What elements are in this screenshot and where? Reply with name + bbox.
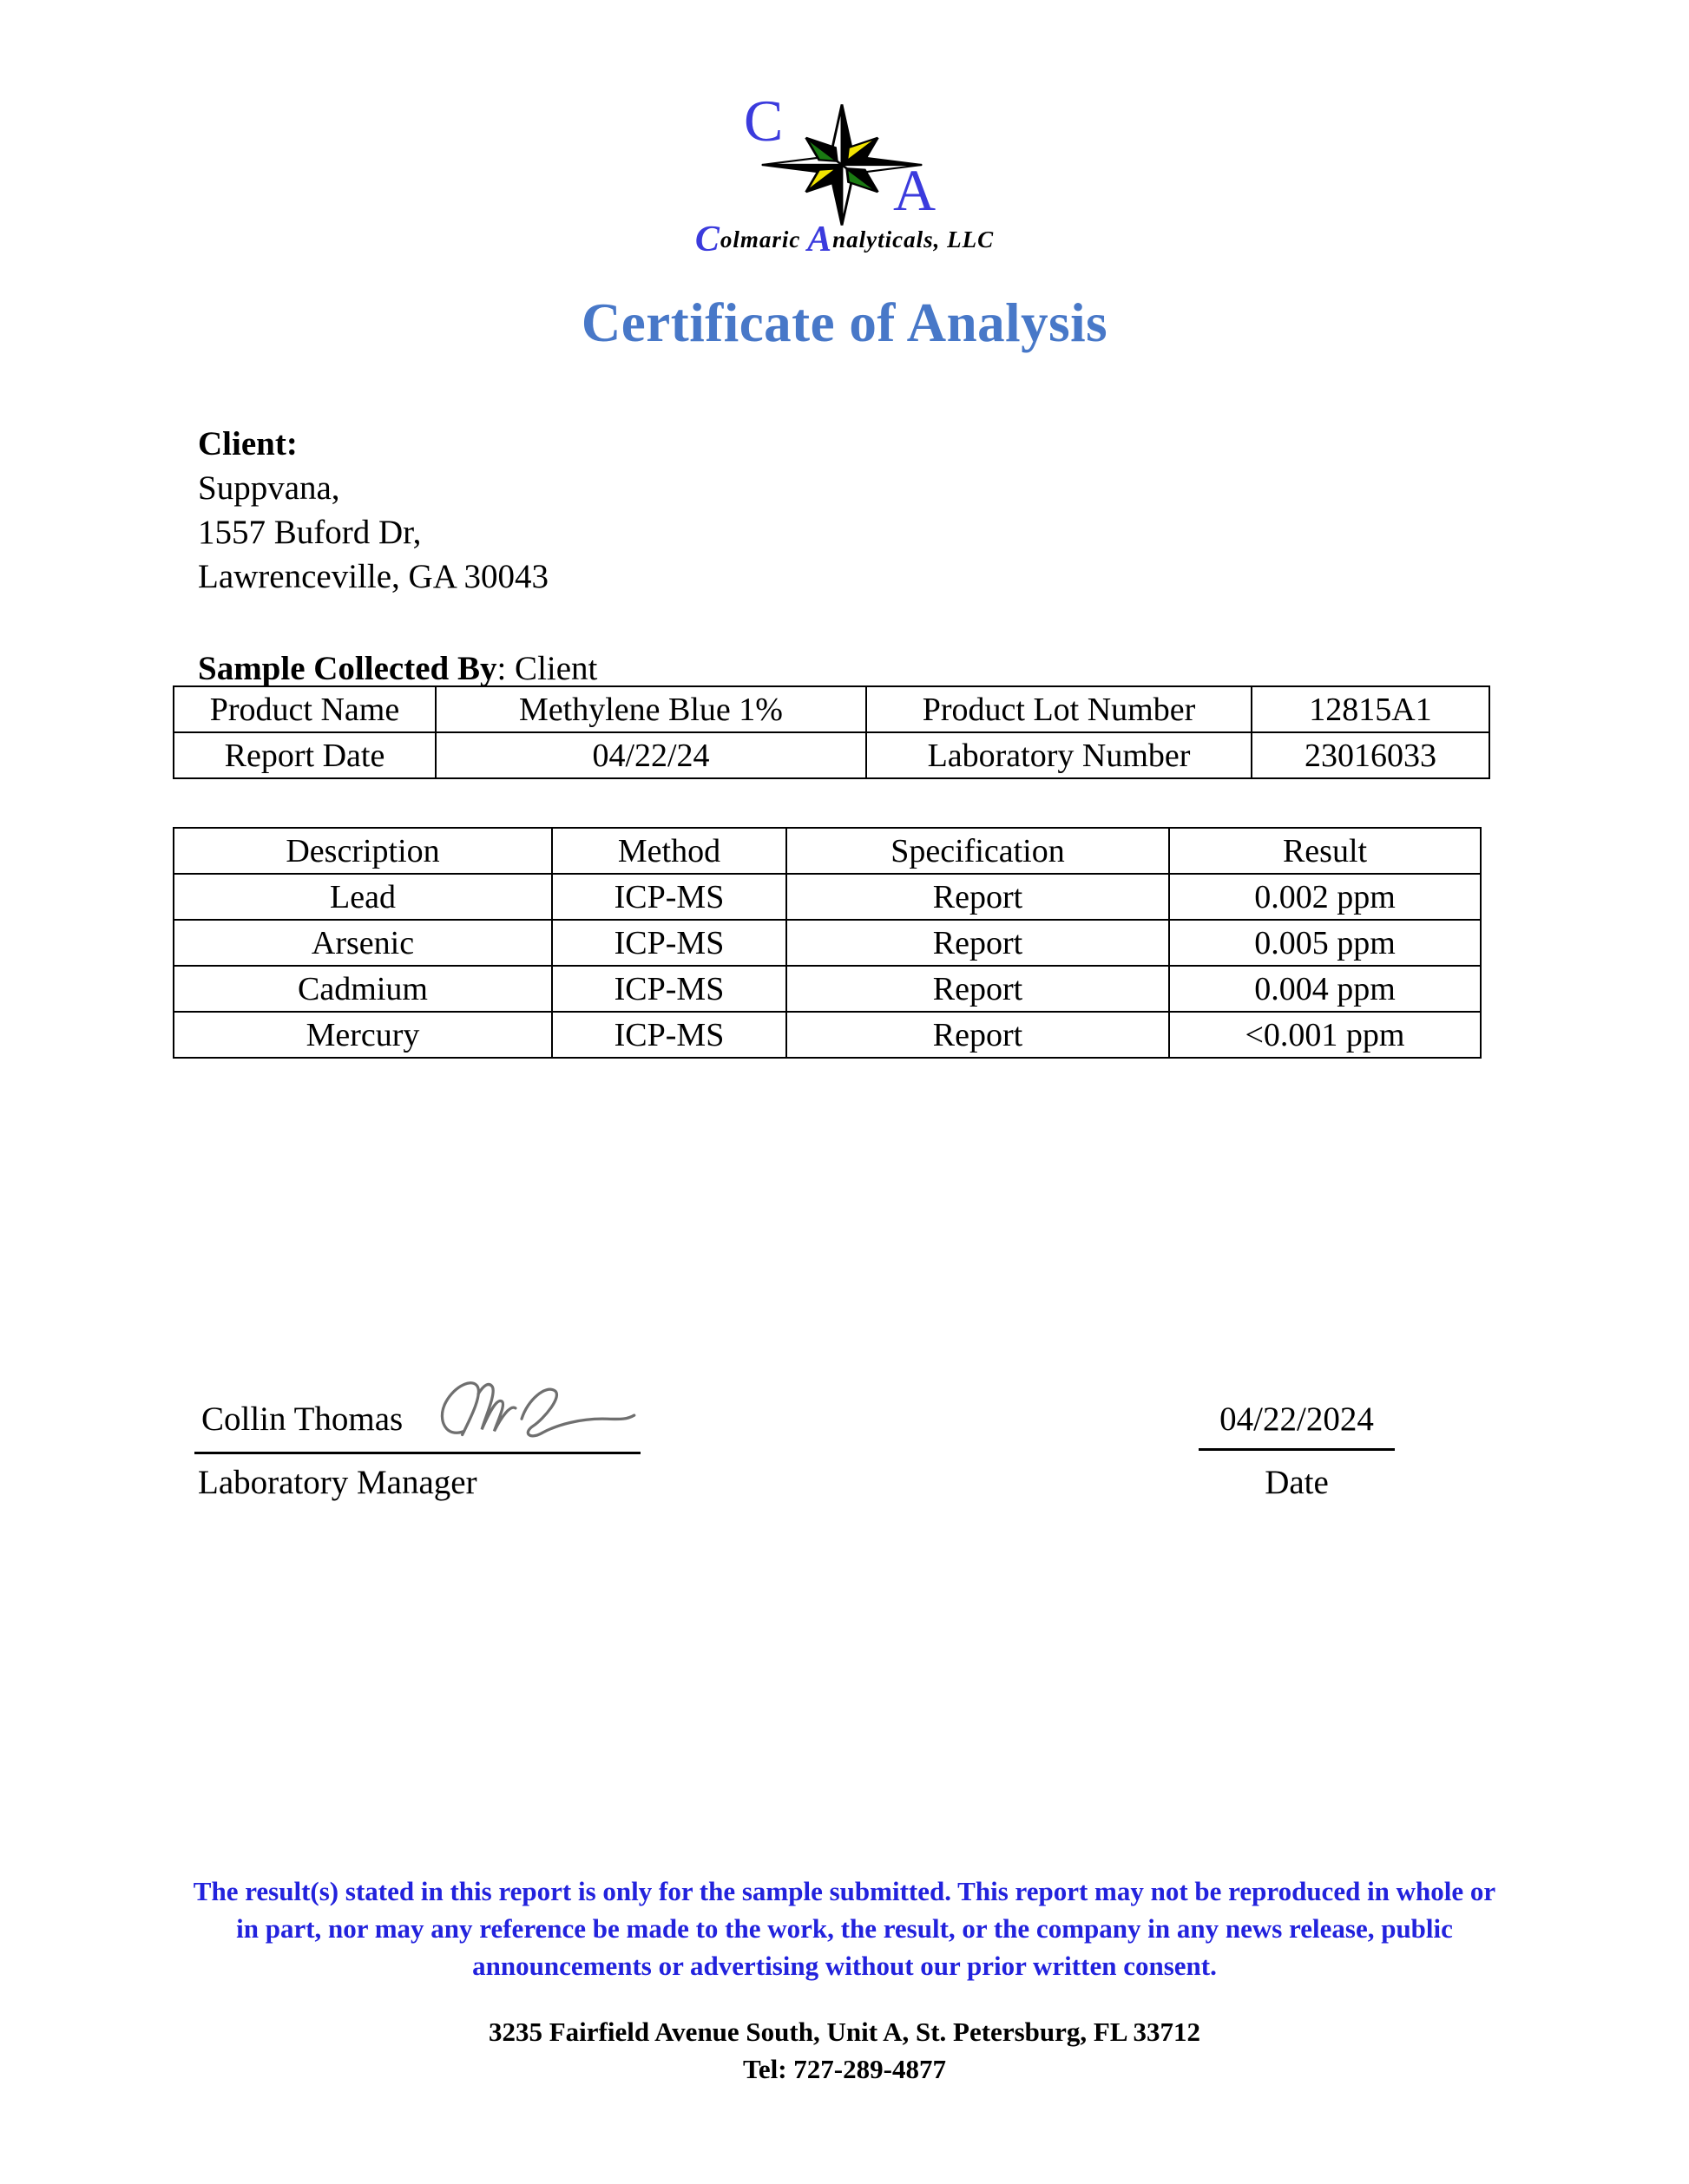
analyte-cell: Arsenic [174, 920, 552, 966]
logo-letter-c: C [744, 88, 784, 154]
brand-text-1: olmaric [720, 226, 808, 253]
date-line [1199, 1448, 1395, 1451]
table-header-row [174, 828, 1481, 874]
method-cell: ICP-MS [552, 920, 786, 966]
table-row [174, 920, 1481, 966]
method-cell: ICP-MS [552, 874, 786, 920]
client-address-line1: 1557 Buford Dr, [198, 514, 422, 551]
lab-number-label: Laboratory Number [866, 732, 1252, 778]
result-cell: <0.001 ppm [1169, 1012, 1481, 1058]
method-cell: ICP-MS [552, 966, 786, 1012]
lab-number-value: 23016033 [1252, 732, 1489, 778]
logo-letter-a: A [893, 157, 937, 223]
lab-phone: Tel: 727-289-4877 [743, 2054, 946, 2084]
table-row [174, 966, 1481, 1012]
analyte-cell: Lead [174, 874, 552, 920]
product-info-table [173, 685, 1490, 779]
spec-cell: Report [786, 920, 1169, 966]
client-label: Client: [198, 425, 298, 462]
analyte-cell: Mercury [174, 1012, 552, 1058]
client-name: Suppvana, [198, 469, 340, 507]
spec-cell: Report [786, 1012, 1169, 1058]
header-description: Description [174, 828, 552, 874]
product-name-value: Methylene Blue 1% [436, 686, 866, 732]
header-specification: Specification [786, 828, 1169, 874]
page-title: Certificate of Analysis [581, 292, 1108, 353]
client-address-line2: Lawrenceville, GA 30043 [198, 558, 549, 595]
lot-number-value: 12815A1 [1252, 686, 1489, 732]
client-block [198, 422, 549, 599]
sample-collected-line [198, 649, 597, 688]
brand-text-2: nalyticals, LLC [832, 226, 995, 253]
brand-initial-a: A [807, 220, 833, 259]
table-row [174, 1012, 1481, 1058]
table-row [174, 686, 1489, 732]
result-cell: 0.004 ppm [1169, 966, 1481, 1012]
lab-address: 3235 Fairfield Avenue South, Unit A, St. Petersburg, FL 33712 [488, 2017, 1201, 2047]
brand-initial-c: C [694, 220, 720, 259]
analyte-cell: Cadmium [174, 966, 552, 1012]
result-cell: 0.005 ppm [1169, 920, 1481, 966]
signer-role: Laboratory Manager [198, 1464, 477, 1501]
lot-number-label: Product Lot Number [866, 686, 1252, 732]
date-label: Date [1265, 1464, 1329, 1501]
signature-line [194, 1452, 641, 1454]
report-date-label: Report Date [174, 732, 436, 778]
table-row [174, 732, 1489, 778]
brand-name [654, 221, 1035, 258]
report-date-value: 04/22/24 [436, 732, 866, 778]
table-row [174, 874, 1481, 920]
result-cell: 0.002 ppm [1169, 874, 1481, 920]
header-method: Method [552, 828, 786, 874]
signer-name: Collin Thomas [201, 1400, 404, 1438]
results-table [173, 827, 1482, 1059]
method-cell: ICP-MS [552, 1012, 786, 1058]
product-name-label: Product Name [174, 686, 436, 732]
disclaimer-text: The result(s) stated in this report is only for the sample submitted. This report may not be reproduced in whole or in part, nor may any reference be made to the work, the result, or the company in any news release, public announcements or advertising without our prior written consent. [193, 1876, 1496, 1981]
header-result: Result [1169, 828, 1481, 874]
company-logo [688, 89, 1001, 267]
spec-cell: Report [786, 966, 1169, 1012]
signature-date: 04/22/2024 [1219, 1400, 1374, 1438]
lab-address-block [0, 2013, 1689, 2088]
spec-cell: Report [786, 874, 1169, 920]
sample-collected-label: Sample Collected By [198, 650, 497, 687]
sample-collected-value: : Client [496, 650, 598, 687]
handwritten-signature [434, 1369, 647, 1456]
